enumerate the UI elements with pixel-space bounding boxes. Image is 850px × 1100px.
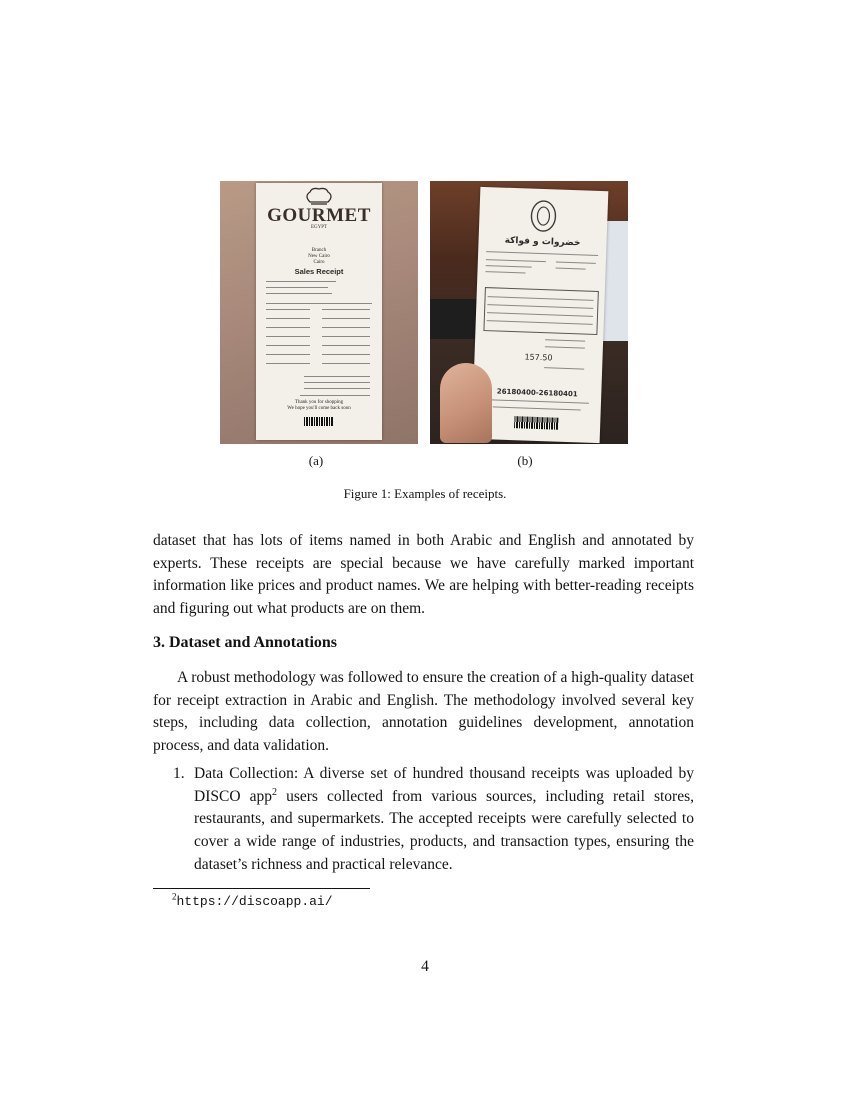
subfigure-a-label: (a) — [308, 453, 324, 468]
receipt-a-store: Branch New Cairo Cairo — [308, 248, 330, 265]
subfigure-b-label: (b) — [517, 453, 533, 468]
receipt-b-items-table — [483, 287, 598, 335]
footnote: $^2$https://discoapp.ai/ — [172, 891, 333, 909]
footnote-link[interactable]: https://discoapp.ai/ — [176, 894, 333, 909]
receipt-a-title: Sales Receipt — [294, 267, 344, 276]
receipt-b-barcode — [514, 416, 558, 430]
receipt-b-phone: 26180400-26180401 — [496, 387, 578, 399]
section-paragraph: A robust methodology was followed to ensure the creation of a high-quality dataset for receipt extraction in Arabic and English. The methodology involved several key steps, including data collection, annotation guidelines development, annotation process, and data validation. — [153, 669, 694, 755]
body-paragraph: dataset that has lots of items named in both Arabic and English and annotated by experts. These receipts are special because we have carefully marked important information like prices and product names. We are helping with better-reading receipts and figuring out what products are on them. — [153, 532, 694, 618]
receipt-b-title: خضروات و فواكة — [504, 235, 581, 249]
receipt-a-brand-sub: EGYPT — [310, 225, 328, 230]
receipt-photo-b — [430, 181, 628, 444]
receipt-a-barcode — [304, 417, 334, 426]
receipt-a-footer: Thank you for shopping We hope you'll come back soon — [287, 400, 351, 411]
receipt-b — [472, 187, 609, 443]
page-number: 4 — [421, 958, 429, 975]
receipt-a-brand: GOURMET — [267, 205, 371, 226]
figure-caption: Figure 1: Examples of receipts. — [343, 486, 507, 501]
list-item-text: Data Collection: A diverse set of hundred thousand receipts was uploaded by DISCO app$^2$ users collected from various sources, including retail stores, restaurants, and supermarkets. The accepted receipts were carefully selected to cover a wide range of industries, products, and transaction types, ensuring the dataset’s richness and practical relevance. — [194, 765, 695, 873]
store-logo-icon — [529, 199, 558, 234]
hand-holding-receipt — [440, 363, 492, 443]
receipt-a — [256, 183, 382, 440]
list-item-number: 1. — [173, 765, 185, 782]
receipt-photo-a — [220, 181, 418, 444]
footnote-rule — [153, 888, 370, 889]
keyboard-background — [430, 299, 480, 339]
receipt-b-total: 157.50 — [524, 352, 553, 363]
section-heading: 3. Dataset and Annotations — [153, 634, 338, 651]
chef-hat-logo-icon — [302, 186, 336, 206]
footnote-marker[interactable]: 2 — [271, 786, 277, 798]
